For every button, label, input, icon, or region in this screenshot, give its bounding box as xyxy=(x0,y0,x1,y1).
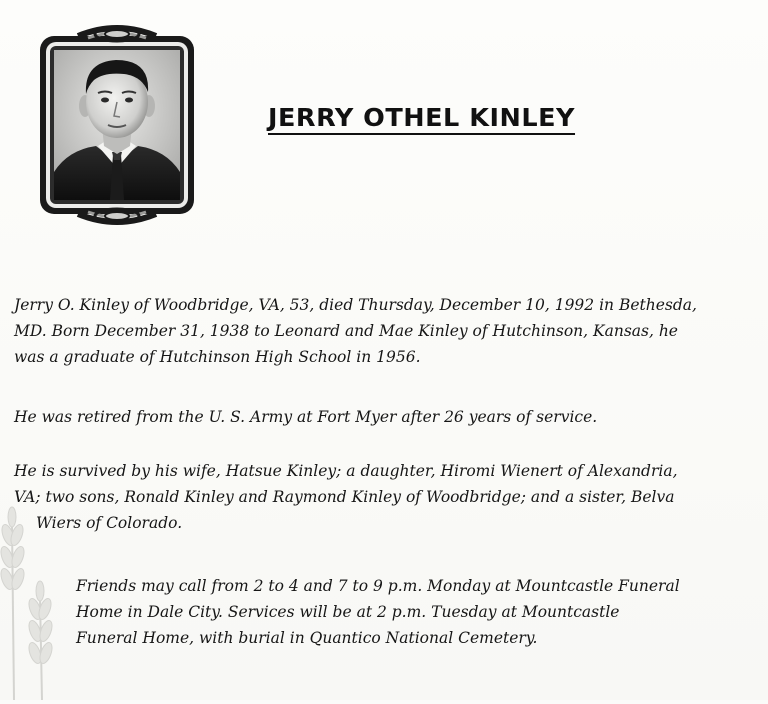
obituary-paragraph-service xyxy=(14,404,597,430)
text-line: Friends may call from 2 to 4 and 7 to 9 p.m. Monday at Mountcastle Funeral xyxy=(76,577,680,595)
text-line: Wiers of Colorado. xyxy=(36,514,183,532)
text-line: VA; two sons, Ronald Kinley and Raymond Kinley of Woodbridge; and a sister, Belva xyxy=(14,488,675,506)
obituary-paragraph-intro xyxy=(14,292,697,370)
text-line: Home in Dale City. Services will be at 2 p.m. Tuesday at Mountcastle xyxy=(76,603,620,621)
text-line: He is survived by his wife, Hatsue Kinley; a daughter, Hiromi Wienert of Alexandria, xyxy=(14,462,678,480)
text-line: was a graduate of Hutchinson High School in 1956. xyxy=(14,348,421,366)
wheat-decoration-icon xyxy=(0,505,70,700)
text-line: Funeral Home, with burial in Quantico National Cemetery. xyxy=(76,629,538,647)
text-line: Jerry O. Kinley of Woodbridge, VA, 53, died Thursday, December 10, 1992 in Bethesda, xyxy=(14,296,697,314)
obituary-paragraph-survivors xyxy=(14,458,678,536)
portrait-photo xyxy=(38,22,196,228)
page-title: JERRY OTHEL KINLEY xyxy=(268,104,575,135)
text-line: He was retired from the U. S. Army at Fort Myer after 26 years of service. xyxy=(14,408,598,426)
obituary-paragraph-services xyxy=(76,573,680,651)
text-line: MD. Born December 31, 1938 to Leonard and Mae Kinley of Hutchinson, Kansas, he xyxy=(14,322,678,340)
